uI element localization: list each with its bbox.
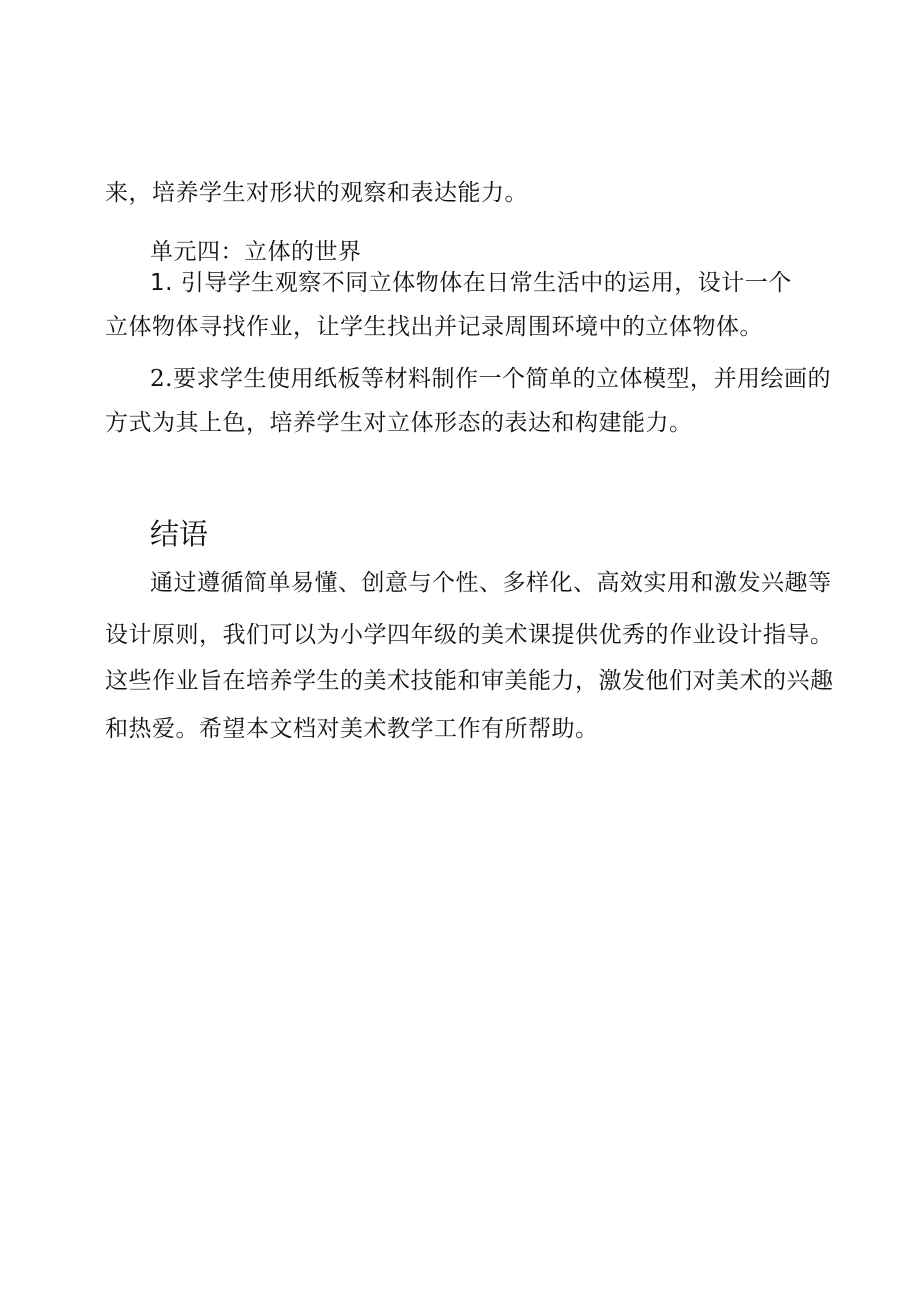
unit4-title: 单元四：立体的世界 — [150, 239, 362, 265]
conclusion-line3: 这些作业旨在培养学生的美术技能和审美能力，激发他们对美术的兴趣 — [105, 668, 834, 694]
conclusion-line2: 设计原则，我们可以为小学四年级的美术课提供优秀的作业设计指导。 — [105, 622, 834, 648]
continued-paragraph-line: 来，培养学生对形状的观察和表达能力。 — [105, 180, 528, 206]
conclusion-line1: 通过遵循简单易懂、创意与个性、多样化、高效实用和激发兴趣等 — [150, 570, 832, 596]
conclusion-line4: 和热爱。希望本文档对美术教学工作有所帮助。 — [105, 716, 599, 742]
unit4-item1-line1: 1. 引导学生观察不同立体物体在日常生活中的运用，设计一个 — [150, 270, 792, 296]
unit4-item2-line1: 2.要求学生使用纸板等材料制作一个简单的立体模型，并用绘画的 — [150, 366, 831, 392]
unit4-item2-line2: 方式为其上色，培养学生对立体形态的表达和构建能力。 — [105, 410, 693, 436]
unit4-item1-line2: 立体物体寻找作业，让学生找出并记录周围环境中的立体物体。 — [105, 314, 763, 340]
conclusion-heading: 结语 — [150, 517, 209, 551]
